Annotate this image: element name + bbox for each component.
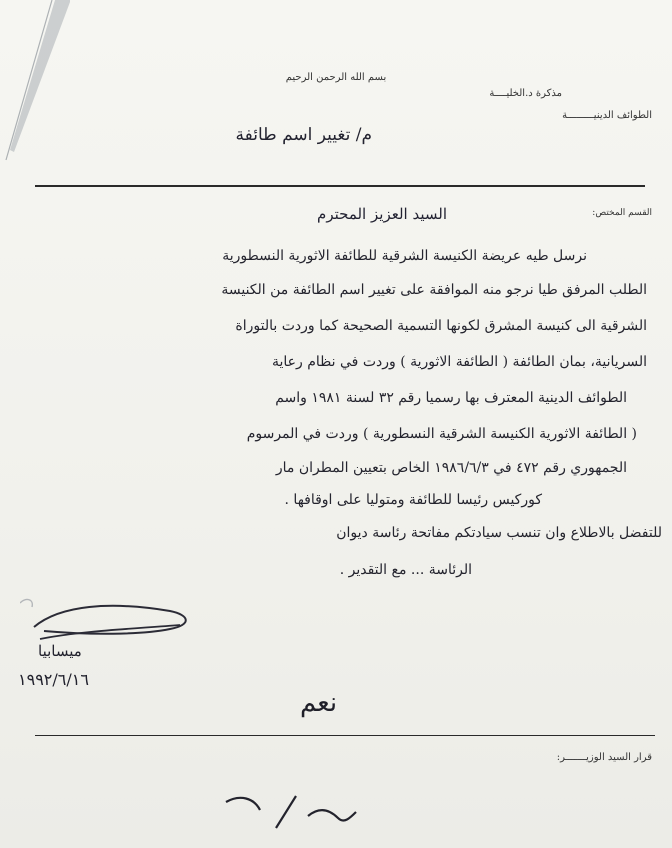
body-line: نرسل طيه عريضة الكنيسة الشرقية للطائفة الاثورية النسطورية bbox=[222, 248, 587, 264]
salutation: السيد العزيز المحترم bbox=[317, 205, 447, 223]
memo-label: مذكرة د.الخليــــة bbox=[489, 88, 562, 99]
body-line: الطوائف الدينية المعترف بها رسميا رقم ٣٢ لسنة ١٩٨١ واسم bbox=[275, 390, 627, 406]
section-label: القسم المختص: bbox=[592, 208, 652, 218]
top-divider bbox=[35, 185, 645, 187]
body-line: ( الطائفة الاثورية الكنيسة الشرقية النسطورية ) وردت في المرسوم bbox=[246, 426, 637, 442]
department-label: الطوائف الدينيـــــــــة bbox=[562, 110, 652, 121]
bismillah-heading: بسم الله الرحمن الرحيم bbox=[285, 72, 387, 83]
signatory-name: ميسابيا bbox=[38, 642, 82, 660]
body-line: الجمهوري رقم ٤٧٢ في ١٩٨٦/٦/٣ الخاص بتعيين المطران مار bbox=[275, 460, 627, 476]
subject-line: م/ تغيير اسم طائفة bbox=[235, 125, 372, 145]
paper-fold-shadow bbox=[0, 0, 70, 170]
body-line: الرئاسة ... مع التقدير . bbox=[339, 562, 472, 578]
approval-note: نعم bbox=[300, 688, 338, 718]
bottom-divider bbox=[35, 735, 655, 736]
body-line: السريانية، بمان الطائفة ( الطائفة الاثورية ) وردت في نظام رعاية bbox=[272, 354, 647, 370]
signature-date: ١٩٩٢/٦/١٦ bbox=[18, 670, 89, 689]
body-line: الطلب المرفق طيا نرجو منه الموافقة على تغيير اسم الطائفة من الكنيسة bbox=[221, 282, 647, 298]
body-line: كوركيس رئيسا للطائفة ومتوليا على اوقافها . bbox=[284, 492, 542, 508]
body-line: الشرقية الى كنيسة المشرق لكونها التسمية الصحيحة كما وردت بالتوراة bbox=[235, 318, 647, 334]
handwritten-mark bbox=[220, 788, 360, 838]
minister-decision-label: قرار السيد الوزيـــــــر: bbox=[556, 752, 652, 763]
body-line: للتفضل بالاطلاع وان تنسب سيادتكم مفاتحة رئاسة ديوان bbox=[336, 525, 662, 541]
